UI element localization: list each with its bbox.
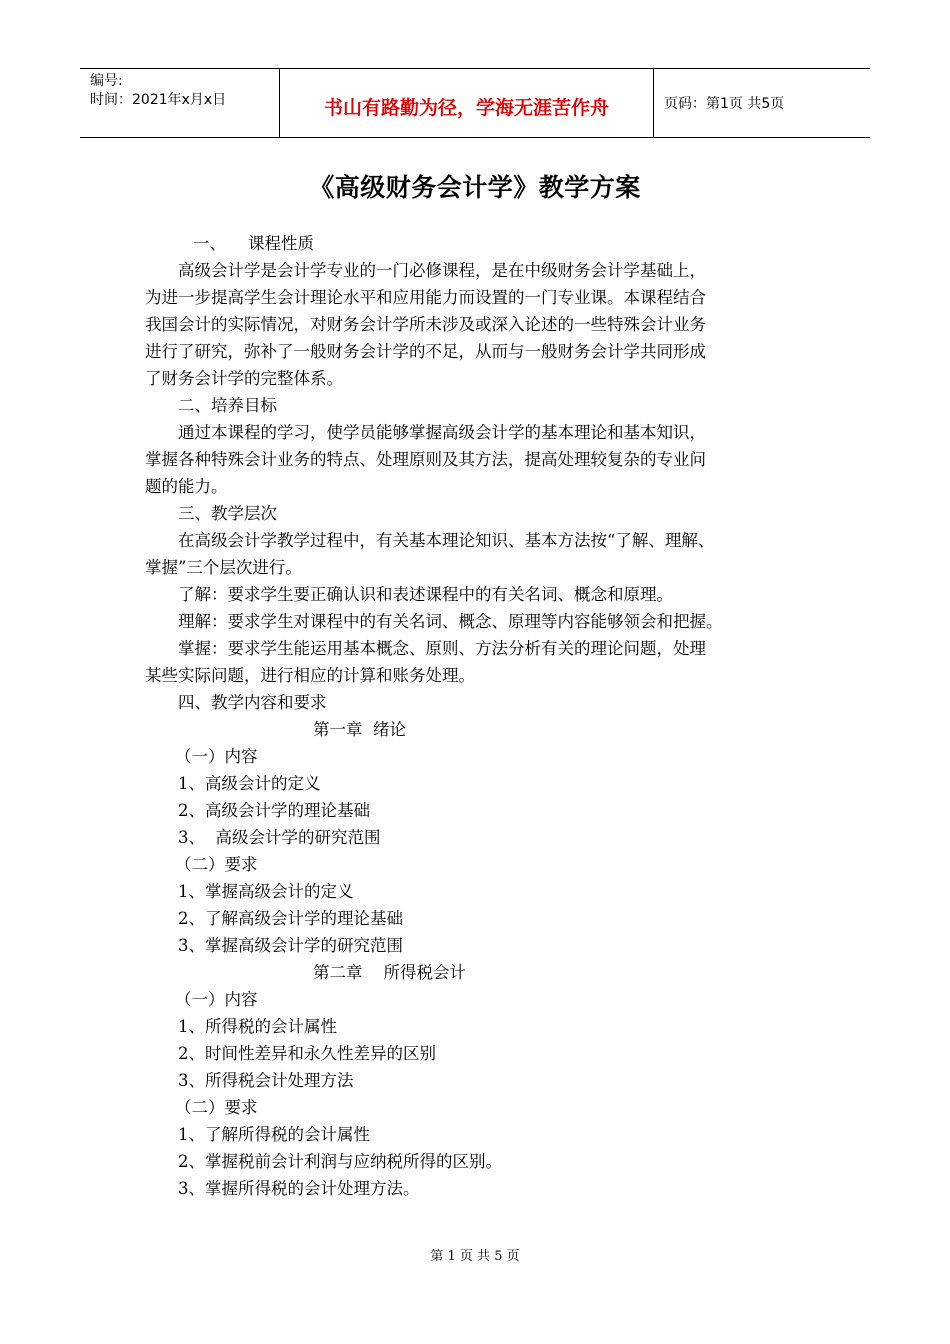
- subsection-label: （二）要求: [175, 1098, 258, 1117]
- page-footer: 第 1 页 共 5 页: [430, 1249, 520, 1264]
- list-item: 2、了解高级会计学的理论基础: [178, 909, 403, 928]
- list-item: 2、高级会计学的理论基础: [178, 801, 370, 820]
- paragraph-line: 理解：要求学生对课程中的有关名词、概念、原理等内容能够领会和把握。: [178, 612, 723, 631]
- section-heading: 四、教学内容和要求: [178, 693, 327, 712]
- date-label: 时间：2021年x月x日: [90, 92, 227, 108]
- paragraph-line: 题的能力。: [145, 477, 228, 496]
- document-body: [145, 230, 815, 1202]
- header-motto: 书山有路勤为径，学海无涯苦作舟: [280, 69, 654, 137]
- paragraph-line: 进行了研究，弥补了一般财务会计学的不足，从而与一般财务会计学共同形成: [145, 342, 706, 361]
- header-page-info: 页码：第1页 共5页: [664, 96, 785, 112]
- chapter-title: 第二章 所得税会计: [313, 963, 466, 982]
- list-item: 3、掌握所得税的会计处理方法。: [178, 1179, 420, 1198]
- paragraph-line: 掌握：要求学生能运用基本概念、原则、方法分析有关的理论问题，处理: [178, 639, 706, 658]
- paragraph-line: 某些实际问题，进行相应的计算和账务处理。: [145, 666, 475, 685]
- list-item: 2、掌握税前会计利润与应纳税所得的区别。: [178, 1152, 502, 1171]
- document-title: 《高级财务会计学》教学方案: [309, 173, 641, 202]
- subsection-label: （二）要求: [175, 855, 258, 874]
- paragraph-line: 了财务会计学的完整体系。: [145, 369, 343, 388]
- paragraph-line: 为进一步提高学生会计理论水平和应用能力而设置的一门专业课。本课程结合: [145, 288, 706, 307]
- paragraph-line: 在高级会计学教学过程中，有关基本理论知识、基本方法按“了解、理解、: [178, 531, 715, 550]
- paragraph-line: 高级会计学是会计学专业的一门必修课程，是在中级财务会计学基础上，: [178, 261, 706, 280]
- paragraph-line: 了解：要求学生要正确认识和表述课程中的有关名词、概念和原理。: [178, 585, 673, 604]
- paragraph-line: 掌握”三个层次进行。: [145, 558, 302, 577]
- section-heading: 一、 课程性质: [193, 234, 314, 253]
- page-header: [80, 68, 870, 138]
- list-item: 1、掌握高级会计的定义: [178, 882, 354, 901]
- list-item: 1、了解所得税的会计属性: [178, 1125, 370, 1144]
- paragraph-line: 掌握各种特殊会计业务的特点、处理原则及其方法，提高处理较复杂的专业问: [145, 450, 706, 469]
- list-item: 2、时间性差异和永久性差异的区别: [178, 1044, 436, 1063]
- list-item: 3、 高级会计学的研究范围: [178, 828, 381, 847]
- serial-label: 编号:: [90, 73, 123, 89]
- list-item: 3、掌握高级会计学的研究范围: [178, 936, 403, 955]
- subsection-label: （一）内容: [175, 747, 258, 766]
- subsection-label: （一）内容: [175, 990, 258, 1009]
- list-item: 3、所得税会计处理方法: [178, 1071, 354, 1090]
- section-heading: 二、培养目标: [178, 396, 277, 415]
- header-meta: [80, 69, 280, 137]
- section-heading: 三、教学层次: [178, 504, 277, 523]
- paragraph-line: 我国会计的实际情况，对财务会计学所未涉及或深入论述的一些特殊会计业务: [145, 315, 706, 334]
- paragraph-line: 通过本课程的学习，使学员能够掌握高级会计学的基本理论和基本知识，: [178, 423, 706, 442]
- list-item: 1、所得税的会计属性: [178, 1017, 337, 1036]
- chapter-title: 第一章 绪论: [313, 720, 406, 739]
- list-item: 1、高级会计的定义: [178, 774, 321, 793]
